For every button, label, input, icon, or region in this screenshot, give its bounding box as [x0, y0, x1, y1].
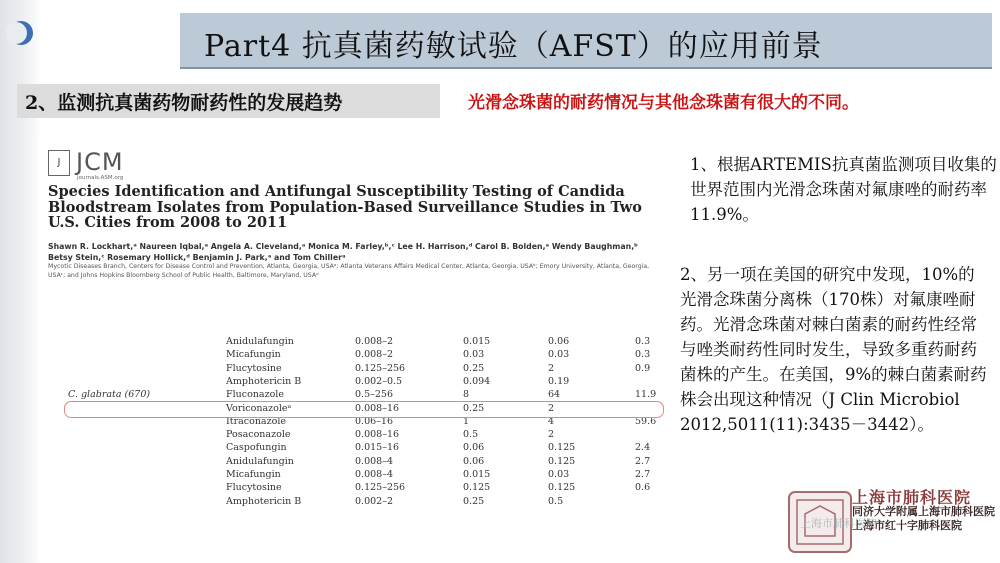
table-cell-mic90: 4 — [548, 415, 555, 427]
table-cell-resistant: 0.6 — [635, 482, 651, 494]
table-cell-drug: Voriconazoleᵃ — [226, 402, 292, 414]
table-cell-range: 0.015–16 — [355, 442, 400, 454]
table-cell-range: 0.06–16 — [355, 415, 393, 427]
table-cell-drug: Amphotericin B — [226, 375, 302, 387]
watermark-text: 上海市肺科医院 — [800, 517, 877, 530]
table-cell-range: 0.008–4 — [355, 455, 393, 467]
table-row — [38, 349, 668, 362]
table-row — [38, 336, 668, 349]
point-2: 2、另一项在美国的研究中发现，10%的光滑念珠菌分离株（170株）对氟康唑耐药。光滑念珠菌对棘白菌素的耐药性经常与唑类耐药性同时发生，导致多重药耐药菌株的产生。在美国，9%的棘白菌素耐药株会出现这种情况（J Clin Microbiol 2012,5011(11):3435－3442）。 — [680, 265, 987, 434]
table-cell-mic50: 0.03 — [463, 349, 485, 361]
table-cell-mic50: 0.015 — [463, 469, 491, 480]
table-cell-resistant: 2.7 — [635, 469, 651, 480]
table-cell-drug: Amphotericin B — [226, 495, 302, 507]
table-cell-mic90: 0.5 — [548, 495, 564, 507]
section-heading-bar — [17, 84, 440, 118]
fluconazole-highlight-box — [64, 401, 664, 418]
table-cell-resistant: 2.4 — [635, 442, 651, 454]
table-cell-resistant: 11.9 — [635, 389, 657, 401]
crescent-moon-icon — [6, 18, 36, 48]
table-row — [38, 496, 668, 509]
journal-logo-icon: J — [48, 150, 70, 176]
table-cell-species: C. glabrata (670) — [68, 389, 151, 401]
table-row — [38, 456, 668, 469]
table-cell-drug: Anidulafungin — [226, 336, 294, 347]
table-cell-mic90: 0.03 — [548, 349, 570, 361]
table-cell-range: 0.002–0.5 — [355, 375, 403, 387]
table-cell-drug: Itraconazole — [226, 415, 286, 427]
slide-title-bar — [180, 13, 992, 69]
table-row — [38, 469, 668, 482]
point-1: 1、根据ARTEMIS抗真菌监测项目收集的世界范围内光滑念珠菌对氟康唑的耐药率11.9%。 — [690, 155, 997, 224]
table-cell-range: 0.008–16 — [355, 402, 400, 414]
journal-site: Journals.ASM.org — [77, 175, 124, 181]
table-cell-mic90: 0.125 — [548, 482, 576, 494]
table-cell-range: 0.125–256 — [355, 362, 406, 374]
table-cell-range: 0.008–4 — [355, 469, 393, 480]
table-cell-mic50: 0.25 — [463, 495, 485, 507]
table-cell-range: 0.002–2 — [355, 495, 393, 507]
hospital-affiliation: 同济大学附属上海市肺科医院 — [852, 505, 995, 518]
table-cell-drug: Micafungin — [226, 469, 281, 480]
table-cell-resistant: 2.7 — [635, 455, 651, 467]
slide-title: Part4 抗真菌药敏试验（AFST）的应用前景 — [204, 29, 823, 64]
table-cell-resistant: 0.3 — [635, 349, 651, 361]
paper-excerpt — [38, 138, 668, 558]
hospital-name: 上海市肺科医院 — [852, 488, 972, 507]
table-cell-resistant: 0.3 — [635, 336, 651, 347]
table-cell-mic50: 0.25 — [463, 402, 485, 414]
table-row — [38, 363, 668, 376]
table-cell-mic90: 0.06 — [548, 336, 570, 347]
table-row — [38, 429, 668, 442]
table-cell-drug: Caspofungin — [226, 442, 287, 454]
paper-title: Species Identification and Antifungal Susceptibility Testing of Candida Bloodstream Isolates from Population-Based Surveillance Studies in Two U.S. Cities from 2008 to 2011 — [48, 183, 642, 231]
table-cell-mic90: 0.19 — [548, 375, 570, 387]
table-cell-range: 0.5–256 — [355, 389, 393, 401]
table-cell-range: 0.008–2 — [355, 349, 393, 361]
table-cell-mic50: 0.094 — [463, 375, 491, 387]
table-cell-resistant: 0.9 — [635, 362, 651, 374]
journal-name: JCM — [76, 148, 124, 176]
paper-affiliations: Mycotic Diseases Branch, Centers for Disease Control and Prevention, Atlanta, Georgia, USAᵃ; Atlanta Veterans Affairs Medical Center, Atlanta, Georgia, USAᵇ; Emory University, Atlanta, Georgia, USAᶜ; and Johns Hopkins Bloomberg School of Public Health, Baltimore, Maryland, USAᵈ — [48, 263, 650, 279]
table-cell-range: 0.008–2 — [355, 336, 393, 347]
paper-authors: Shawn R. Lockhart,ᵃ Naureen Iqbal,ᵃ Angela A. Cleveland,ᵃ Monica M. Farley,ᵇ,ᶜ Lee H. Harrison,ᵈ Carol B. Bolden,ᵃ Wendy Baughman,ᵇ Betsy Stein,ᶜ Rosemary Hollick,ᵈ Benjamin J. Park,ᵃ and Tom Chillerᵃ — [48, 242, 638, 262]
table-cell-drug: Flucytosine — [226, 482, 282, 494]
table-cell-drug: Flucytosine — [226, 362, 282, 374]
table-cell-range: 0.008–16 — [355, 429, 400, 441]
section-heading: 2、监测抗真菌药物耐药性的发展趋势 — [25, 92, 343, 114]
table-cell-mic90: 0.03 — [548, 469, 570, 480]
hospital-alt-name: 上海市红十字肺科医院 — [852, 519, 962, 532]
table-cell-mic50: 0.06 — [463, 455, 485, 467]
table-cell-mic50: 0.015 — [463, 336, 491, 347]
table-cell-drug: Anidulafungin — [226, 455, 294, 467]
table-cell-mic50: 0.125 — [463, 482, 491, 494]
table-cell-range: 0.125–256 — [355, 482, 406, 494]
table-cell-mic90: 2 — [548, 362, 555, 374]
table-cell-resistant: 59.6 — [635, 415, 657, 427]
table-cell-mic50: 0.5 — [463, 429, 479, 441]
table-row — [38, 482, 668, 495]
table-cell-mic90: 2 — [548, 402, 555, 414]
table-cell-mic90: 2 — [548, 429, 555, 441]
table-row — [38, 376, 668, 389]
table-cell-mic90: 0.125 — [548, 442, 576, 454]
highlight-note: 光滑念珠菌的耐药情况与其他念珠菌有很大的不同。 — [468, 93, 859, 113]
table-cell-drug: Fluconazole — [226, 389, 284, 401]
table-cell-drug: Micafungin — [226, 349, 281, 361]
table-cell-mic50: 0.06 — [463, 442, 485, 454]
table-cell-mic90: 64 — [548, 389, 561, 401]
table-cell-mic50: 0.25 — [463, 362, 485, 374]
table-cell-mic90: 0.125 — [548, 455, 576, 467]
table-row — [38, 442, 668, 455]
table-cell-drug: Posaconazole — [226, 429, 291, 441]
table-cell-mic50: 8 — [463, 389, 470, 401]
table-cell-mic50: 1 — [463, 415, 470, 427]
